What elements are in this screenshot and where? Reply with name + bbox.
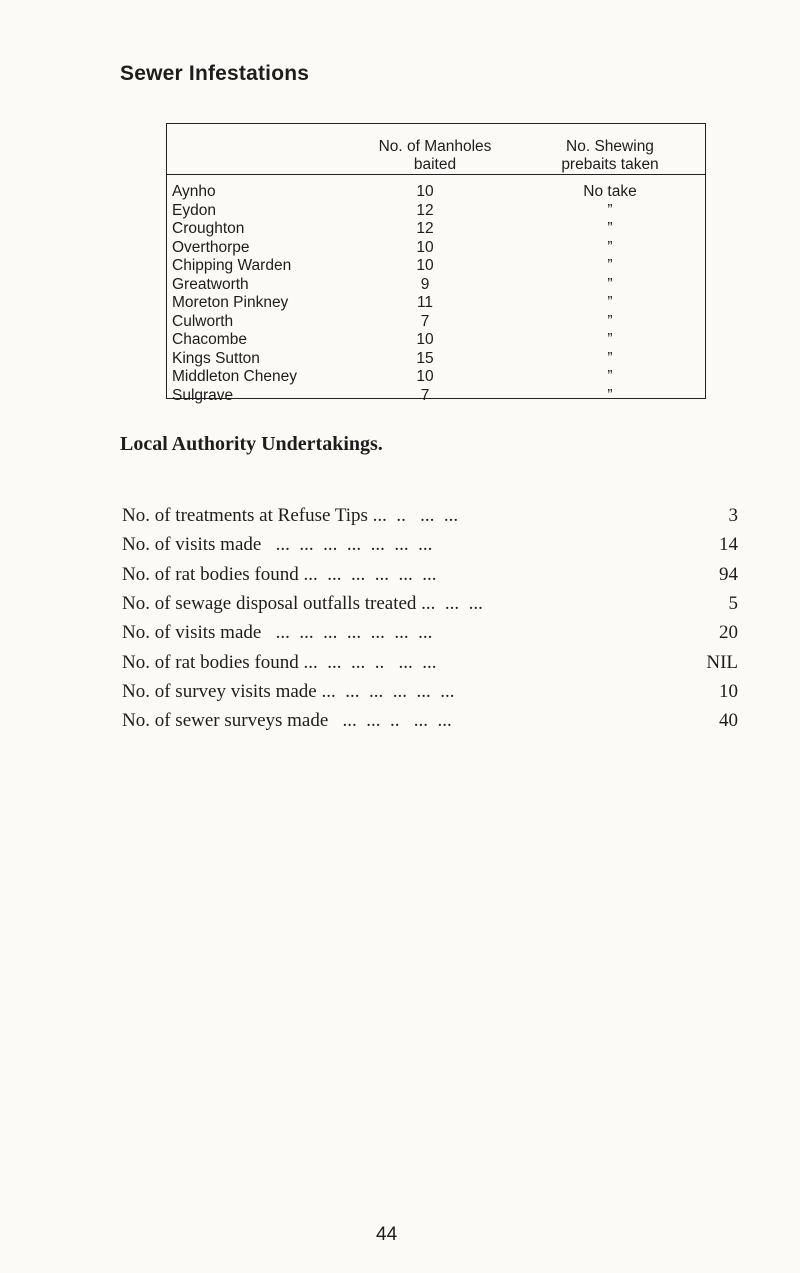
page-number: 44	[376, 1224, 398, 1245]
table-row-baited: 10	[416, 238, 434, 256]
table-row-baited: 10	[416, 331, 434, 348]
table-row-name: Middleton Cheney	[172, 368, 297, 385]
table-row-baited: 10	[416, 368, 434, 385]
undertaking-label: No. of survey visits made ... ... ... ... ... ...	[122, 680, 455, 702]
undertaking-value: 20	[719, 622, 738, 644]
table-row-taken: ”	[607, 294, 613, 311]
column-header-manholes-line2: baited	[413, 156, 457, 173]
table-row-name: Chipping Warden	[172, 257, 292, 274]
table-row-baited: 10	[416, 183, 434, 200]
table-row-taken: ”	[607, 368, 613, 385]
table-row-baited: 7	[420, 386, 430, 404]
undertaking-value: 14	[719, 534, 738, 556]
table-row-name: Chacombe	[172, 331, 247, 348]
table-row-name: Sulgrave	[172, 386, 234, 404]
section-title-local-authority: Local Authority Undertakings.	[120, 433, 383, 455]
table-row-name: Aynho	[172, 183, 216, 200]
column-header-prebaits	[520, 138, 700, 174]
table-row-baited: 11	[416, 294, 434, 311]
undertaking-label: No. of rat bodies found ... ... ... .. ... ...	[122, 651, 437, 673]
table-row-baited: 10	[416, 257, 434, 274]
undertaking-value: 94	[719, 563, 738, 585]
table-row-baited: 15	[416, 349, 434, 367]
undertaking-label: No. of visits made ... ... ... ... ... ... ...	[122, 622, 433, 644]
column-header-manholes	[345, 138, 525, 174]
undertaking-value: 40	[719, 710, 738, 732]
undertaking-value: 5	[728, 592, 738, 614]
table-row-taken: ”	[607, 331, 613, 348]
undertaking-label: No. of treatments at Refuse Tips ... .. ... ...	[122, 505, 459, 526]
undertaking-value: 3	[728, 505, 738, 526]
table-row-baited: 12	[416, 201, 434, 219]
table-row-taken: ”	[607, 238, 613, 256]
table-row-taken: No take	[583, 183, 637, 200]
table-row-name: Moreton Pinkney	[172, 294, 289, 311]
table-row-name: Overthorpe	[172, 238, 250, 256]
undertaking-label: No. of sewage disposal outfalls treated ... ... ...	[122, 592, 483, 614]
table-row-baited: 12	[416, 220, 434, 237]
table-row-name: Culworth	[172, 312, 234, 330]
undertaking-label: No. of visits made ... ... ... ... ... ... ...	[122, 534, 433, 556]
column-header-prebaits-line2: prebaits taken	[561, 156, 659, 173]
column-header-prebaits-line1: No. Shewing	[566, 138, 654, 155]
table-row-taken: ”	[607, 201, 613, 219]
table-row-name: Kings Sutton	[172, 349, 260, 367]
table-row-taken: ”	[607, 349, 613, 367]
table-row-name: Greatworth	[172, 275, 249, 293]
undertaking-label: No. of sewer surveys made ... ... .. ... ...	[122, 710, 452, 732]
header-divider	[166, 174, 706, 175]
table-row-taken: ”	[607, 275, 613, 293]
table-row-name: Croughton	[172, 220, 245, 237]
table-row-taken: ”	[607, 257, 613, 274]
table-row-name: Eydon	[172, 201, 216, 219]
undertaking-value: 10	[719, 680, 738, 702]
table-row-taken: ”	[607, 386, 613, 404]
undertaking-label: No. of rat bodies found ... ... ... ... ... ...	[122, 563, 437, 585]
table-row-baited: 7	[420, 312, 430, 330]
table-row-baited: 9	[420, 275, 430, 293]
table-row-taken: ”	[607, 312, 613, 330]
column-header-manholes-line1: No. of Manholes	[378, 138, 492, 155]
page-title: Sewer Infestations	[120, 62, 310, 85]
undertaking-value: NIL	[706, 651, 738, 673]
table-row-taken: ”	[607, 220, 613, 237]
